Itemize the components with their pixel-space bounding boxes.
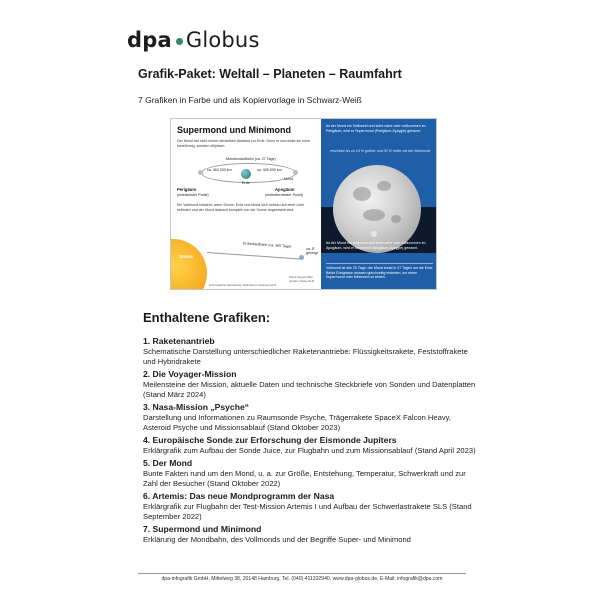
sun-icon: [170, 239, 207, 290]
moon-apogee-icon: [293, 170, 298, 175]
preview-source: Quellen: Nasa, DLR: [289, 278, 314, 283]
distance-far: ca. 405 500 km: [257, 168, 282, 172]
item-title: 5. Der Mond: [143, 457, 193, 468]
logo-text-globus: Globus: [185, 28, 260, 52]
dpa-globus-logo: [127, 28, 260, 52]
list-item: [143, 491, 478, 523]
list-item: [143, 336, 478, 368]
list-item: [143, 524, 478, 545]
distance-near: ca. 363 300 km: [207, 168, 232, 172]
orbit-label: Mondumlaufbahn (ca. 27 Tage): [226, 157, 276, 161]
list-item: [143, 369, 478, 401]
earth-icon: [241, 169, 251, 179]
footer-divider: [138, 573, 466, 574]
item-description: Erklärgrafik zur Flugbahn der Test-Mission Artemis I und Aufbau der Schwerlastrakete SLS (Stand September 2022): [143, 501, 472, 521]
apogee-label: Apogäum: [275, 187, 295, 192]
earth-orbit-label: Erdumlaufbahn (ca. 365 Tage): [242, 241, 292, 249]
earth-orbit-line: [207, 252, 302, 259]
item-title: 1. Raketenantrieb: [143, 336, 215, 346]
graphic-preview-thumbnail: [170, 118, 437, 290]
list-item: [143, 435, 478, 456]
preview-note: schematische Darstellung, Definitionen variieren leicht: [209, 283, 277, 287]
item-description: Meilensteine der Mission, aktuelle Daten und technische Steckbriefe von Sonden und Datenplatten (Stand März 2024): [143, 379, 476, 400]
list-item: [143, 458, 478, 490]
earth-label: Erde: [242, 181, 250, 185]
graphics-list: [143, 336, 478, 546]
item-title: 7. Supermond und Minimond: [143, 523, 262, 534]
preview-left-panel: [171, 119, 321, 290]
minimond-text: Ist der Mond ein Vollmond und steht nahe oder vollkommen im Apogäum, wird er Minimond (Apogäum-Syzygie) genannt.: [326, 241, 426, 250]
section-title: Enthaltene Grafiken:: [143, 310, 271, 325]
item-title: 3. Nasa-Mission „Psyche“: [143, 401, 250, 412]
earth-small-icon: [299, 255, 304, 260]
page-subtitle: 7 Grafiken in Farbe und als Kopiervorlage in Schwarz-Weiß: [138, 95, 362, 105]
preview-title: Supermond und Minimond: [177, 125, 291, 135]
logo-dot-icon: [176, 38, 183, 45]
preview-intro-text: Der Mond hat nicht immer denselben Abstand zur Erde. Denn er umrundet sie nicht kreisförmig, sondern elliptisch.: [177, 139, 310, 148]
vollmond-cycle-text: Vollmond ist alle 29 Tage; der Mond kreist in 27 Tagen um die Erde. Beide Ereignisse müssen gleichzeitig eintreten, um einen Supermond oder Minimond zu bilden.: [326, 266, 434, 280]
preview-stand: [289, 276, 314, 283]
perigee-sublabel: (erdnächster Punkt): [177, 193, 209, 197]
full-moon-image: [333, 165, 421, 253]
item-description: Schematische Darstellung unterschiedlicher Raketenantriebe: Flüssigkeitsrakete, Feststoffrakete und Hybridrakete: [143, 347, 468, 367]
preview-right-panel: [321, 119, 437, 290]
sun-label: Sonne: [179, 254, 193, 259]
vollmond-explanation: Ein Vollmond entsteht, wenn Sonne, Erde und Mond sich nahezu auf einer Linie befinden und der Mond dadurch komplett von der Sonne angestrahlt wird.: [177, 203, 305, 212]
supermond-comparison: erscheint bis zu 14 % größer und 30 % heller als der Minimond: [329, 149, 431, 153]
preview-divider: [326, 263, 433, 264]
page-title: Grafik-Paket: Weltall – Planeten – Raumfahrt: [138, 67, 402, 81]
item-description: Bunte Fakten rund um den Mond, u. a. zur Größe, Entstehung, Temperatur, Schwerkraft und zur Zahl der Besucher (Stand Oktober 2022): [143, 468, 466, 488]
logo-text-dpa: dpa: [127, 28, 172, 52]
item-description: Darstellung und Informationen zu Raumsonde Psyche, Trägerrakete SpaceX Falcon Heavy, Asteroid Psyche und Missionsablauf (Stand Oktober 2023): [143, 412, 451, 433]
item-title: 2. Die Voyager-Mission: [143, 368, 237, 379]
list-item: [143, 402, 478, 434]
moon-perigee-icon: [198, 170, 203, 175]
item-description: Erklärgrafik zum Aufbau der Sonde Juice, zur Flugbahn und zum Missionsablauf (Stand April 2023): [143, 445, 476, 455]
item-description: Erklärung der Mondbahn, des Vollmonds und der Begriffe Super- und Minimond: [143, 534, 411, 544]
angle-label: ca. 5° geneigt: [306, 247, 318, 255]
footer-contact: dpa-infografik GmbH, Mittelweg 38, 20148 Hamburg, Tel. (040) 411332940, www.dpa-globus.de, E-Mail: infografik@dpa.com: [161, 576, 443, 582]
moon-label: Mond: [284, 177, 293, 181]
apogee-sublabel: (erdentferntester Punkt): [265, 193, 303, 197]
supermond-text: Ist der Mond ein Vollmond und steht nahe oder vollkommen im Perigäum, wird er Supermond (Perigäum-Syzygie) genannt.: [326, 124, 426, 133]
item-title: 4. Europäische Sonde zur Erforschung der Eismonde Jupiters: [143, 434, 397, 445]
perigee-label: Perigäum: [177, 187, 197, 192]
item-title: 6. Artemis: Das neue Mondprogramm der Nasa: [143, 490, 335, 501]
preview-stand-date: Stand August 2022: [289, 275, 313, 279]
